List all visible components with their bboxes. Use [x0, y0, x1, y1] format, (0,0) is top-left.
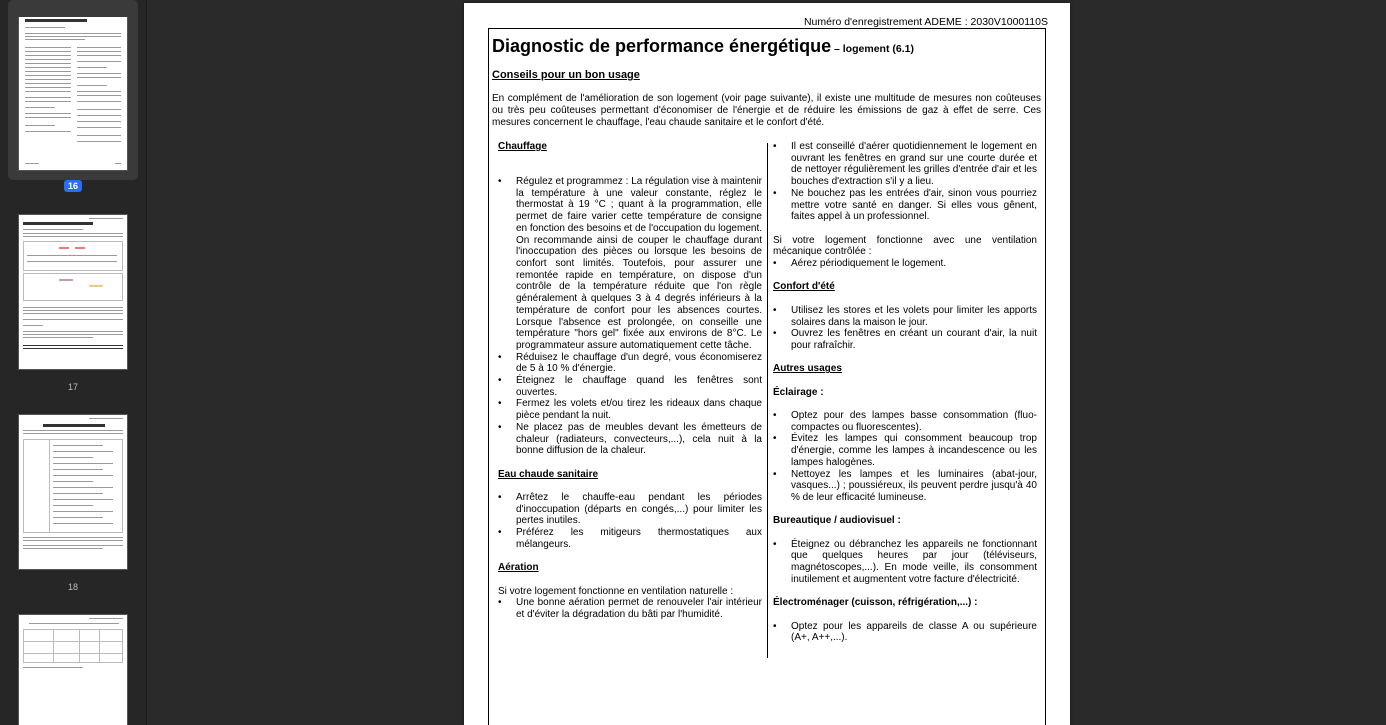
list-item: • Optez pour des lampes basse consommation (fluo-compactes ou fluorescentes).: [773, 410, 1037, 433]
confort-heading: Confort d'été: [773, 281, 835, 293]
list-item: • Une bonne aération permet de renouveler l'air intérieur et d'éviter la dégradation du bâti par l'humidité.: [498, 597, 762, 620]
aeration-heading: Aération: [498, 562, 539, 574]
document-viewer[interactable]: [148, 0, 1386, 725]
column-divider: [767, 143, 768, 658]
thumbnail-image: [18, 214, 128, 370]
registration-number: Numéro d'enregistrement ADEME : 2030V1000110S: [803, 16, 1048, 28]
electromenager-list: [773, 621, 1037, 644]
thumbnail-page-number: 18: [67, 582, 78, 592]
list-item: • Éteignez ou débranchez les appareils ne fonctionnant que quelques heures par jour (téléviseurs, magnétoscopes,...). En mode veille, ils consomment inutilement et augmentent votre facture d'électricité.: [773, 539, 1037, 586]
vmc-list: [773, 258, 1037, 270]
aeration-list: [498, 597, 762, 620]
section-title: Conseils pour un bon usage: [492, 69, 640, 81]
list-item: • Fermez les volets et/ou tirez les rideaux dans chaque pièce pendant la nuit.: [498, 398, 762, 421]
thumbnail-image: [18, 17, 128, 171]
list-item: • Aérez périodiquement le logement.: [773, 258, 1037, 270]
list-item: • Régulez et programmez : La régulation vise à maintenir la température à une valeur constante, réglez le thermostat à 19 °C ; quant à la programmation, elle permet de faire varier cette température de consigne en fonction des besoins et de l'occupation du logement. On recommande ainsi de couper le chauffage durant l'inoccupation des pièces ou lorsque les besoins de confort sont limités. Toutefois, pour assurer une remontée rapide en température, on dispose d'un contrôle de la température réduite que l'on règle généralement à quelques 3 à 4 degrés inférieurs à la température de confort pour les absences courtes. Lorsque l'absence est prolongée, on conseille une température "hors gel" fixée aux environs de 8°C. Le programmateur assure automatiquement cette tâche.: [498, 176, 762, 352]
chauffage-list: [498, 176, 762, 457]
list-item: • Ouvrez les fenêtres en créant un courant d'air, la nuit pour rafraîchir.: [773, 328, 1037, 351]
eclairage-heading: Éclairage :: [773, 386, 824, 398]
list-item: • Nettoyez les lampes et les luminaires (abat-jour, vasques...) ; poussiéreux, ils peuvent perdre jusqu'à 40 % de leur efficacité lumineuse.: [773, 469, 1037, 504]
list-item: • Optez pour les appareils de classe A ou supérieure (A+, A++,...).: [773, 621, 1037, 644]
eclairage-list: [773, 410, 1037, 504]
chauffage-heading: Chauffage: [498, 141, 547, 152]
thumbnail-page-number: 16: [8, 181, 138, 191]
ecs-heading: Eau chaude sanitaire: [498, 468, 599, 480]
vmc-text: Si votre logement fonctionne avec une ventilation mécanique contrôlée :: [773, 234, 1037, 258]
right-column: [773, 141, 1037, 656]
list-item: • Préférez les mitigeurs thermostatiques aux mélangeurs.: [498, 527, 762, 550]
intro-paragraph: En complément de l'amélioration de son logement (voir page suivante), il existe une multitude de mesures non coûteuses ou très peu coûteuses permettant d'économiser de l'énergie et de réduire les émissions de gaz à effet de serre. Ces mesures concernent le chauffage, l'eau chaude sanitaire et le confort d'été.: [492, 93, 1041, 128]
electromenager-heading: Électroménager (cuisson, réfrigération,...) :: [773, 597, 978, 609]
list-item: • Ne placez pas de meubles devant les émetteurs de chaleur (radiateurs, convecteurs,...), cela nuit à la bonne diffusion de la chaleur.: [498, 422, 762, 457]
aeration-text: Si votre logement fonctionne en ventilation naturelle :: [498, 585, 734, 597]
list-item: • Ne bouchez pas les entrées d'air, sinon vous pourriez mettre votre santé en danger. Si elles vous gênent, faites appel à un professionnel.: [773, 188, 1037, 223]
autres-usages-heading: Autres usages: [773, 363, 842, 375]
list-item: • Évitez les lampes qui consomment beaucoup trop d'énergie, comme les lampes à incandescence ou les lampes halogènes.: [773, 433, 1037, 468]
list-item: • Il est conseillé d'aérer quotidiennement le logement en ouvrant les fenêtres en grand sur une courte durée et de nettoyer régulièrement les grilles d'entrée d'air et les bouches d'extraction s'il y a lieu.: [773, 141, 1037, 188]
list-item: • Éteignez le chauffage quand les fenêtres sont ouvertes.: [498, 375, 762, 398]
thumbnail-page-number: 17: [67, 382, 78, 392]
page-title: Diagnostic de performance énergétique – logement (6.1): [492, 36, 914, 56]
list-item: • Arrêtez le chauffe-eau pendant les périodes d'inoccupation (départs en congés,...) pour limiter les pertes inutiles.: [498, 492, 762, 527]
bureautique-list: [773, 539, 1037, 586]
thumbnail-image: [18, 414, 128, 570]
thumbnail-sidebar[interactable]: [0, 0, 147, 725]
ecs-list: [498, 492, 762, 551]
confort-list: [773, 305, 1037, 352]
list-item: • Réduisez le chauffage d'un degré, vous économiserez de 5 à 10 % d'énergie.: [498, 352, 762, 375]
aeration-continued-list: [773, 141, 1037, 223]
bureautique-heading: Bureautique / audiovisuel :: [773, 515, 901, 527]
thumbnail-image: [18, 614, 128, 725]
pdf-page: [464, 3, 1070, 725]
page-title-suffix: – logement (6.1): [831, 43, 914, 55]
list-item: • Utilisez les stores et les volets pour limiter les apports solaires dans la maison le jour.: [773, 305, 1037, 328]
left-column: [498, 141, 762, 632]
